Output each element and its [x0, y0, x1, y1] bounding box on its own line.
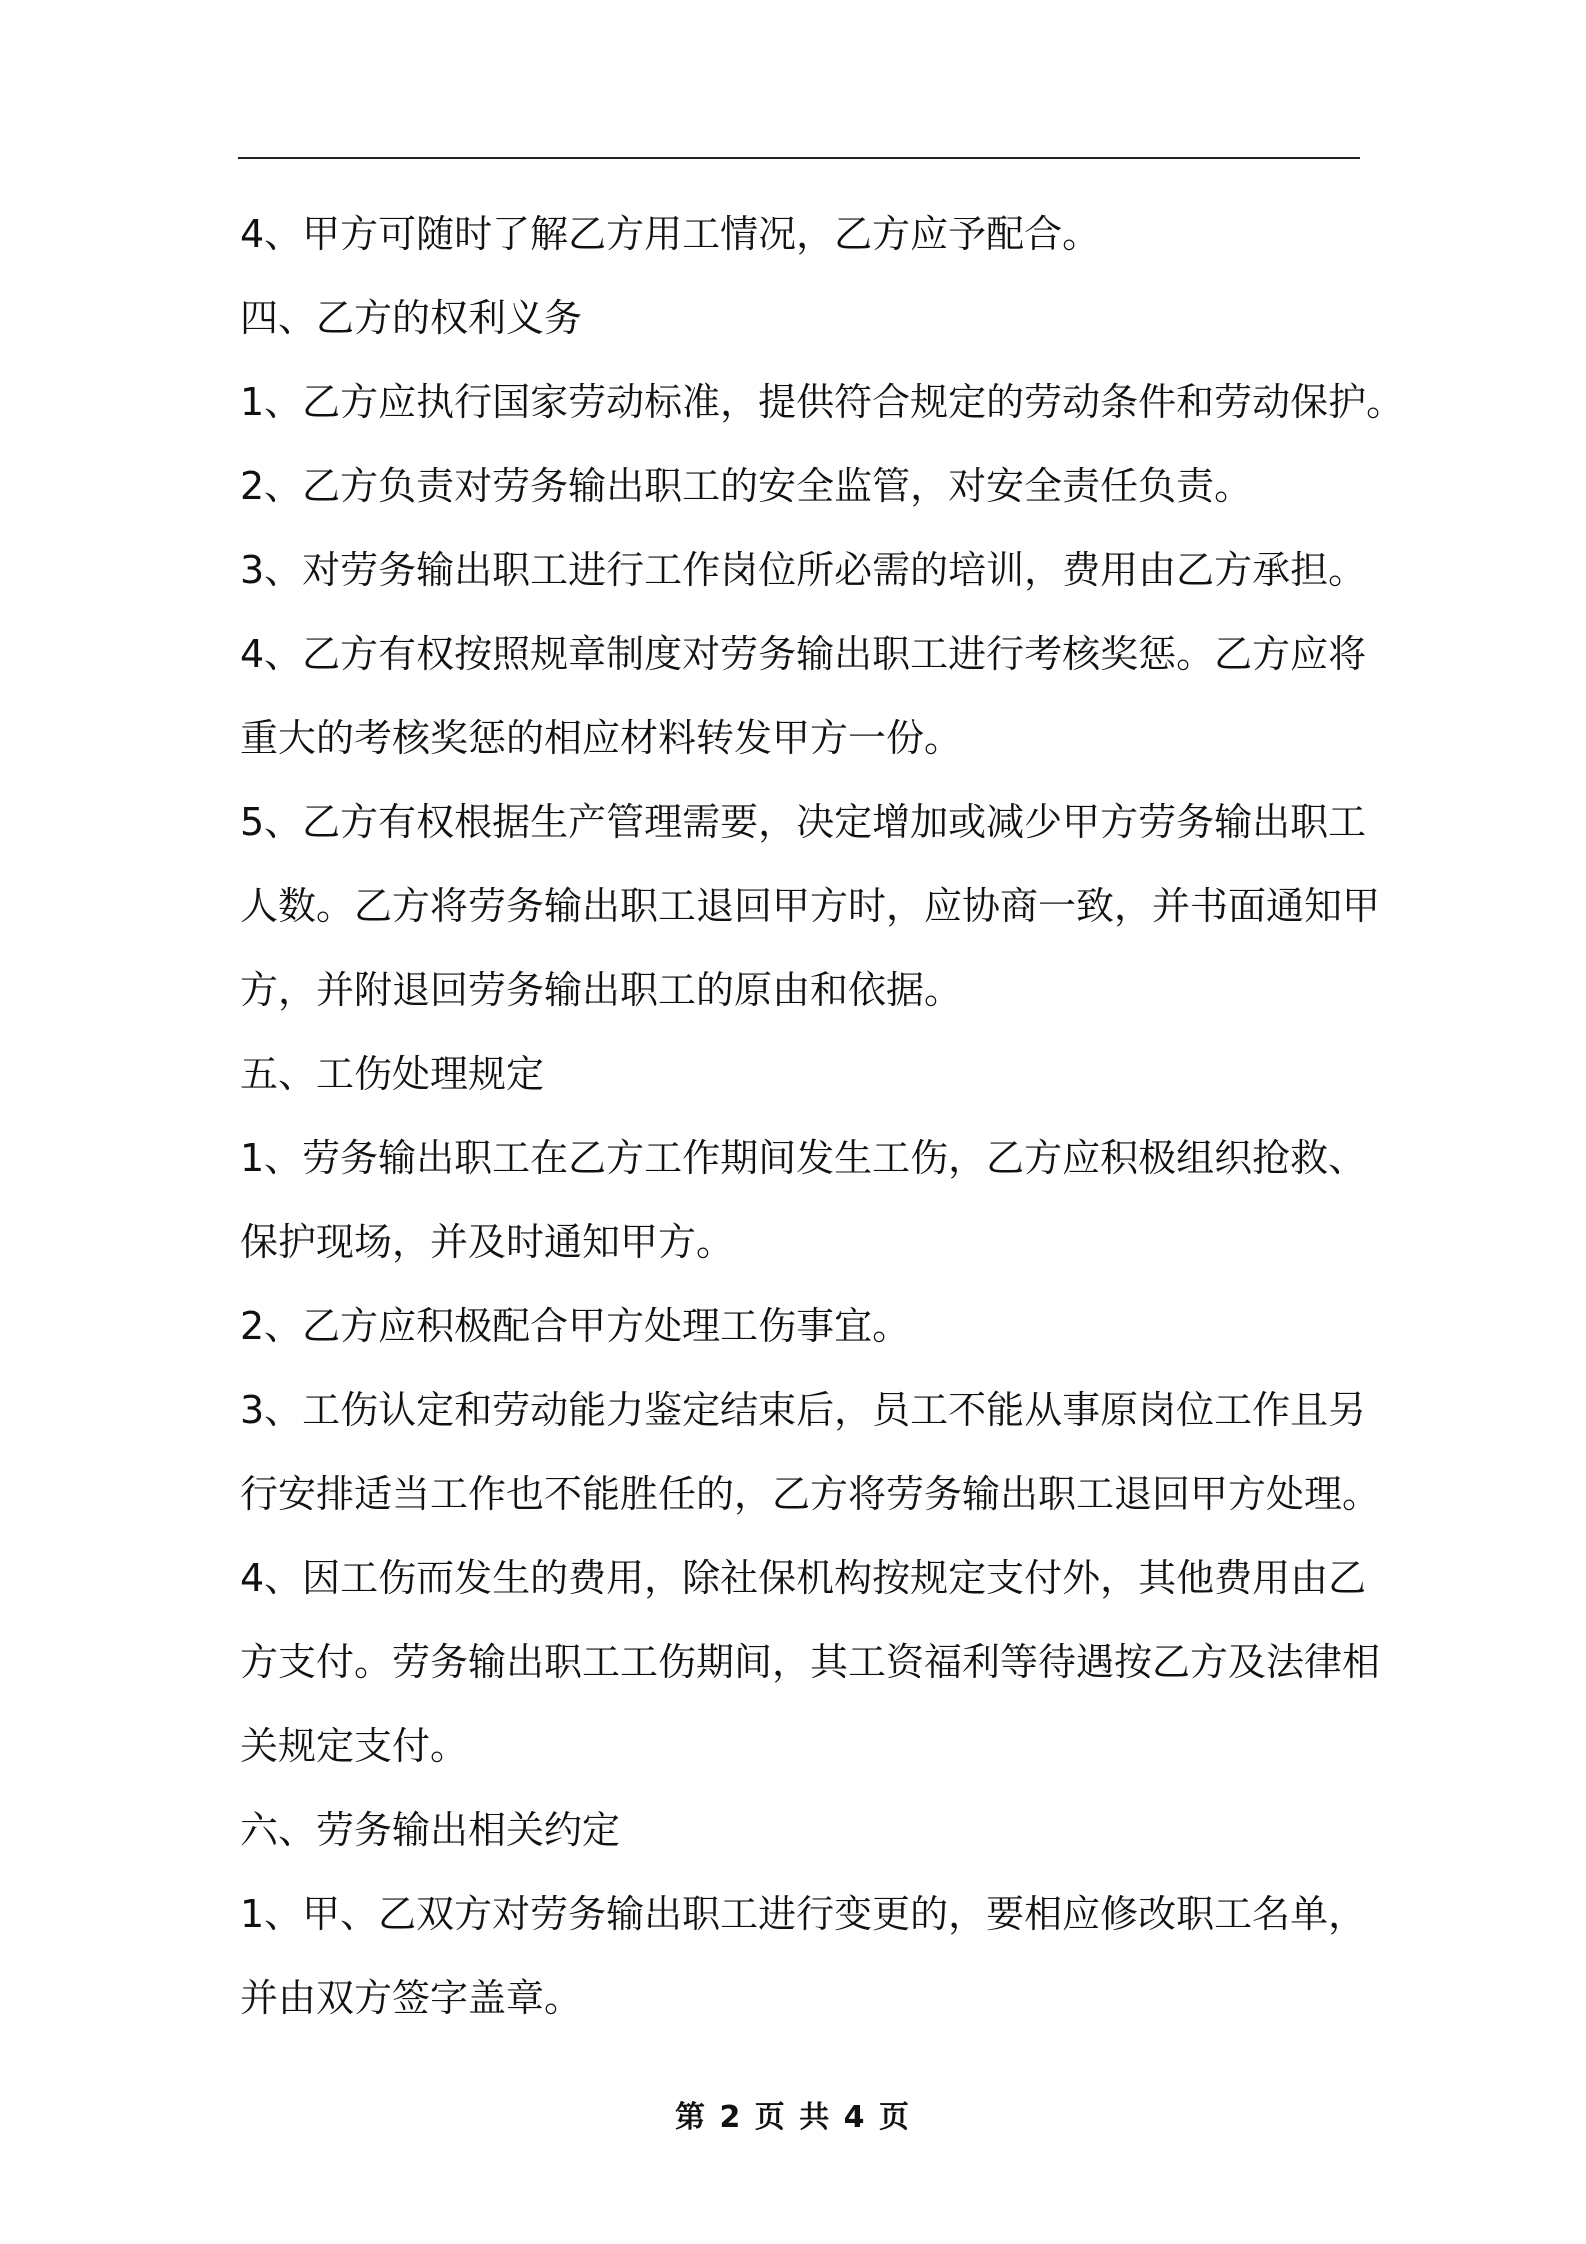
- section-heading: 五、工伤处理规定: [240, 1052, 545, 1096]
- text-line: 方，并附退回劳务输出职工的原由和依据。: [240, 968, 963, 1012]
- text-line: 行安排适当工作也不能胜任的，乙方将劳务输出职工退回甲方处理。: [240, 1472, 1381, 1516]
- section-heading: 四、乙方的权利义务: [240, 296, 583, 340]
- section-heading: 六、劳务输出相关约定: [240, 1808, 621, 1852]
- text-line: 5、乙方有权根据生产管理需要，决定增加或减少甲方劳务输出职工: [240, 800, 1367, 844]
- text-line: 2、乙方应积极配合甲方处理工伤事宜。: [240, 1304, 911, 1348]
- page-number: 第 2 页 共 4 页: [675, 2100, 911, 2135]
- text-line: 方支付。劳务输出职工工伤期间，其工资福利等待遇按乙方及法律相: [240, 1640, 1381, 1684]
- text-line: 4、乙方有权按照规章制度对劳务输出职工进行考核奖惩。乙方应将: [240, 632, 1367, 676]
- text-line: 重大的考核奖惩的相应材料转发甲方一份。: [240, 716, 963, 760]
- text-line: 1、甲、乙双方对劳务输出职工进行变更的，要相应修改职工名单，: [240, 1892, 1367, 1936]
- text-line: 2、乙方负责对劳务输出职工的安全监管，对安全责任负责。: [240, 464, 1253, 508]
- text-line: 3、对劳务输出职工进行工作岗位所必需的培训，费用由乙方承担。: [240, 548, 1367, 592]
- text-line: 1、劳务输出职工在乙方工作期间发生工伤，乙方应积极组织抢救、: [240, 1136, 1367, 1180]
- text-line: 1、乙方应执行国家劳动标准，提供符合规定的劳动条件和劳动保护。: [240, 380, 1405, 424]
- text-line: 关规定支付。: [240, 1724, 469, 1768]
- document-body: [240, 192, 1405, 2040]
- text-line: 并由双方签字盖章。: [240, 1976, 583, 2020]
- text-line: 4、因工伤而发生的费用，除社保机构按规定支付外，其他费用由乙: [240, 1556, 1367, 1600]
- text-line: 4、甲方可随时了解乙方用工情况，乙方应予配合。: [240, 212, 1101, 256]
- text-line: 3、工伤认定和劳动能力鉴定结束后，员工不能从事原岗位工作且另: [240, 1388, 1367, 1432]
- text-line: 保护现场，并及时通知甲方。: [240, 1220, 735, 1264]
- text-line: 人数。乙方将劳务输出职工退回甲方时，应协商一致，并书面通知甲: [240, 884, 1381, 928]
- header-divider: [238, 157, 1360, 159]
